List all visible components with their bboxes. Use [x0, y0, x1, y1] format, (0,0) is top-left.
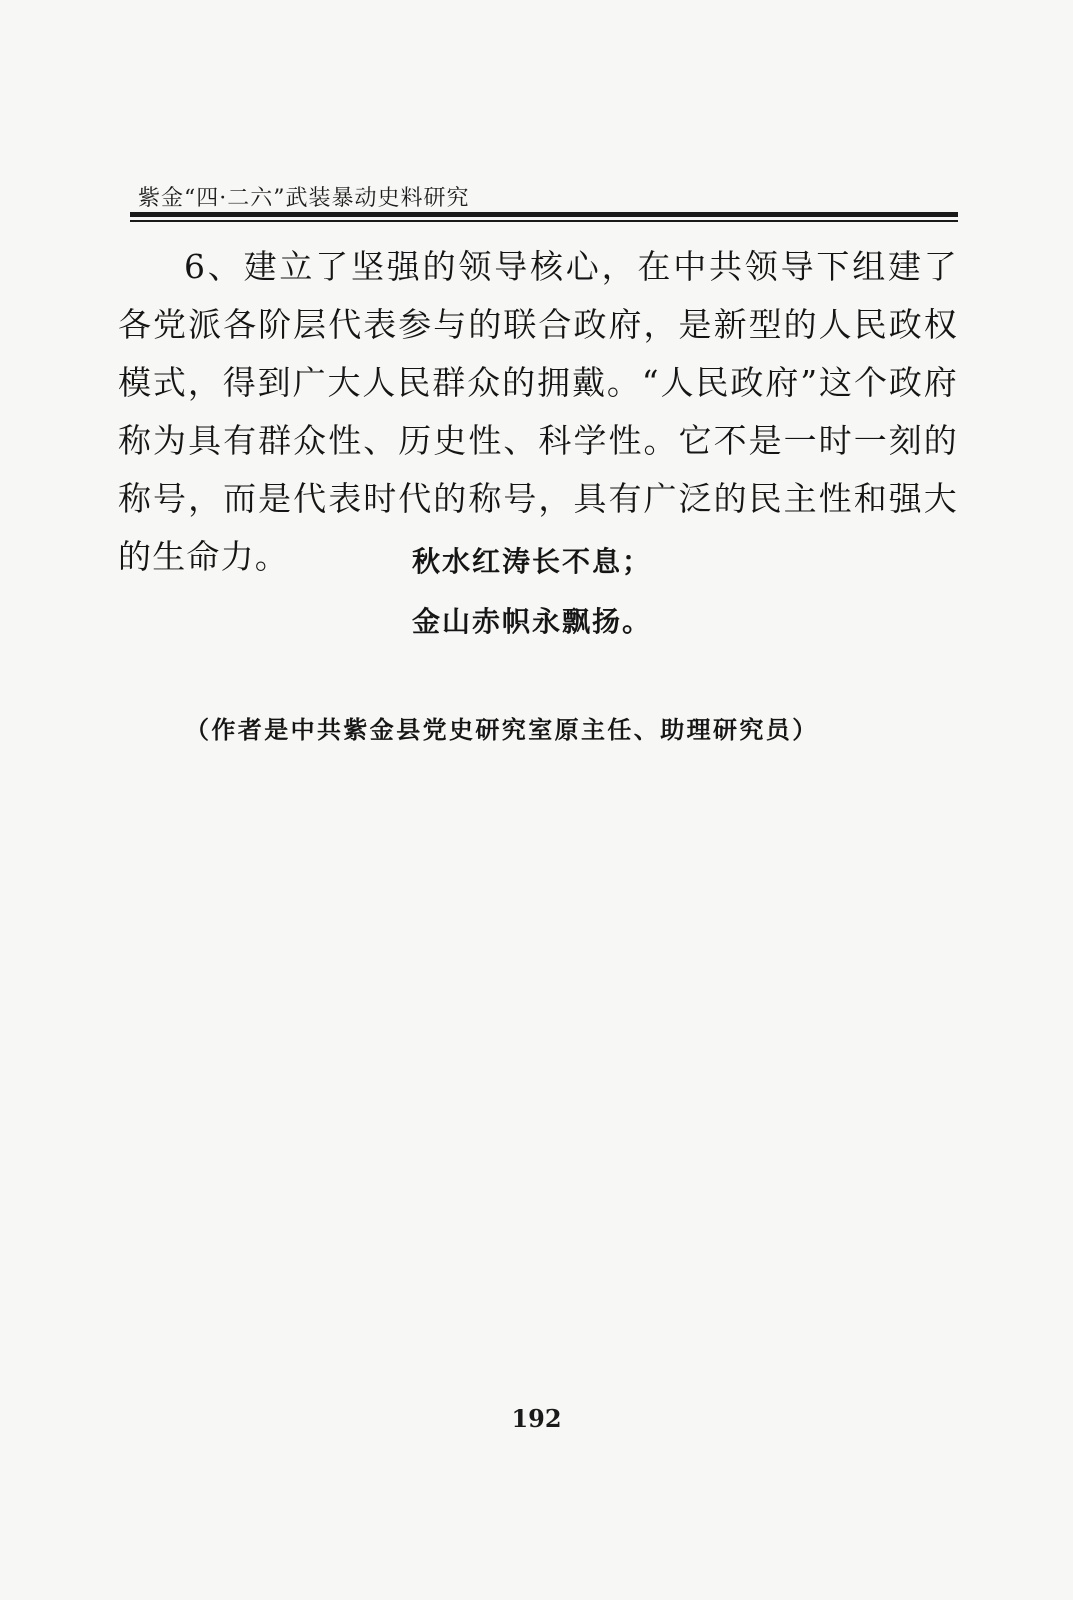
page-number: 192: [511, 1404, 562, 1433]
author-byline: （作者是中共紫金县党史研究室原主任、助理研究员）: [185, 715, 819, 744]
verse-line-2: 金山赤帜永飘扬。: [412, 605, 653, 638]
body-text: [118, 238, 958, 586]
verse-line-1: 秋水红涛长不息；: [412, 545, 653, 578]
header-rule-thick: [130, 212, 958, 217]
body-paragraph: 6、建立了坚强的领导核心，在中共领导下组建了各党派各阶层代表参与的联合政府，是新型的人民政权模式，得到广大人民群众的拥戴。“人民政府”这个政府称为具有群众性、历史性、科学性。它不是一时一刻的称号，而是代表时代的称号，具有广泛的民主性和强大的生命力。: [118, 247, 958, 576]
header-rule-thin: [130, 220, 958, 222]
running-header: 紫金“四·二六”武装暴动史料研究: [138, 186, 470, 211]
